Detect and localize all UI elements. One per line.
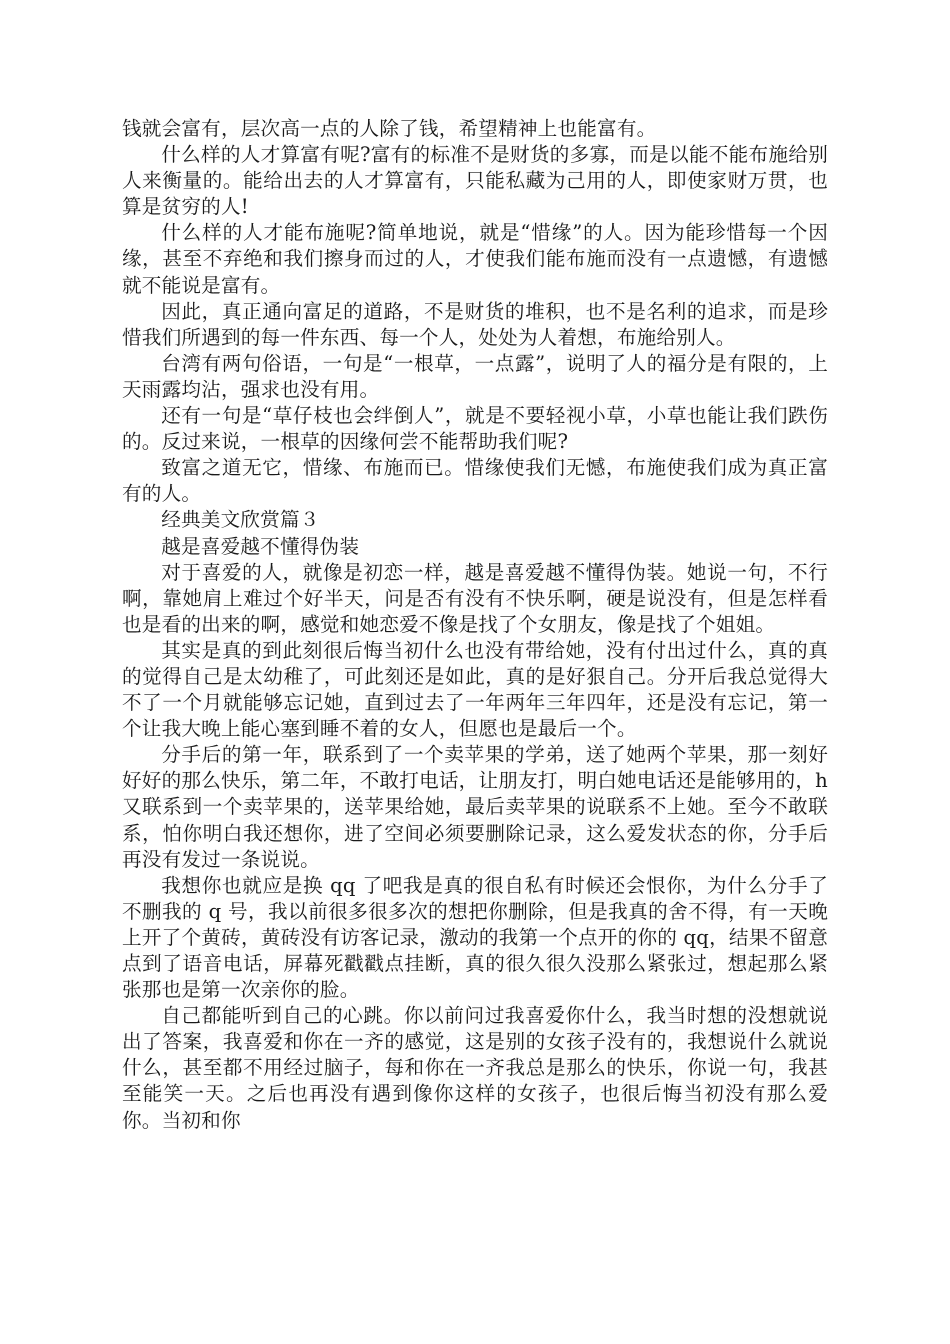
paragraph: 自己都能听到自己的心跳。你以前问过我喜爱你什么，我当时想的没想就说出了答案，我喜爱和你在一齐的感觉，这是别的女孩子没有的，我想说什么就说什么，甚至都不用经过脑子，每和你在一齐我总是那么的快乐，你说一句，我甚至能笑一天。之后也再没有遇到像你这样的女孩子，也很后悔当初没有那么爱你。当初和你 <box>122 1004 828 1132</box>
paragraph: 致富之道无它，惜缘、布施而已。惜缘使我们无憾，布施使我们成为真正富有的人。 <box>122 456 828 506</box>
article-body <box>122 116 828 1134</box>
paragraph: 还有一句是“草仔枝也会绊倒人”，就是不要轻视小草，小草也能让我们跌伤的。反过来说，一根草的因缘何尝不能帮助我们呢? <box>122 404 828 454</box>
paragraph: 其实是真的到此刻很后悔当初什么也没有带给她，没有付出过什么，真的真的觉得自己是太幼稚了，可此刻还是如此，真的是好狠自己。分开后我总觉得大不了一个月就能够忘记她，直到过去了一年两年三年四年，还是没有忘记，第一个让我大晚上能心塞到睡不着的女人，但愿也是最后一个。 <box>122 638 828 741</box>
paragraph: 什么样的人才算富有呢?富有的标准不是财货的多寡，而是以能不能布施给别人来衡量的。能给出去的人才算富有，只能私藏为己用的人，即使家财万贯，也算是贫穷的人! <box>122 143 828 219</box>
article-title: 越是喜爱越不懂得伪装 <box>161 534 360 558</box>
paragraph: 我想你也就应是换 qq 了吧我是真的很自私有时候还会恨你，为什么分手了不删我的 q 号，我以前很多很多次的想把你删除，但是我真的舍不得，有一天晚上开了个黄砖，黄砖没有访客记录，激动的我第一个点开的你的 qq，结果不留意点到了语音电话，屏幕死戳戳点挂断，真的很久很久没那么紧张过，想起那么紧张那也是第一次亲你的脸。 <box>122 873 828 1002</box>
paragraph: 台湾有两句俗语，一句是“一根草，一点露”，说明了人的福分是有限的，上天雨露均沾，强求也没有用。 <box>122 351 828 401</box>
paragraph: 钱就会富有，层次高一点的人除了钱，希望精神上也能富有。 <box>122 117 657 140</box>
section-title: 经典美文欣赏篇３ <box>161 508 320 532</box>
paragraph: 因此，真正通向富足的道路，不是财货的堆积，也不是名利的追求，而是珍惜我们所遇到的每一件东西、每一个人，处处为人着想，布施给别人。 <box>122 299 828 349</box>
paragraph: 分手后的第一年，联系到了一个卖苹果的学弟，送了她两个苹果，那一刻好好好的那么快乐，第二年，不敢打电话，让朋友打，明白她电话还是能够用的，h 又联系到一个卖苹果的，送苹果给她，最后卖苹果的说联系不上她。至今不敢联系，怕你明白我还想你，进了空间必须要删除记录，这么爱发状态的你，分手后再没有发过一条说说。 <box>122 743 828 871</box>
paragraph: 什么样的人才能布施呢?简单地说，就是“惜缘”的人。因为能珍惜每一个因缘，甚至不弃绝和我们擦身而过的人，才使我们能布施而没有一点遗憾，有遗憾就不能说是富有。 <box>122 221 828 297</box>
paragraph: 对于喜爱的人，就像是初恋一样，越是喜爱越不懂得伪装。她说一句，不行啊，靠她肩上难过个好半天，问是否有没有不快乐啊，硬是说没有，但是怎样看也是看的出来的啊，感觉和她恋爱不像是找了个女朋友，像是找了个姐姐。 <box>122 560 828 636</box>
